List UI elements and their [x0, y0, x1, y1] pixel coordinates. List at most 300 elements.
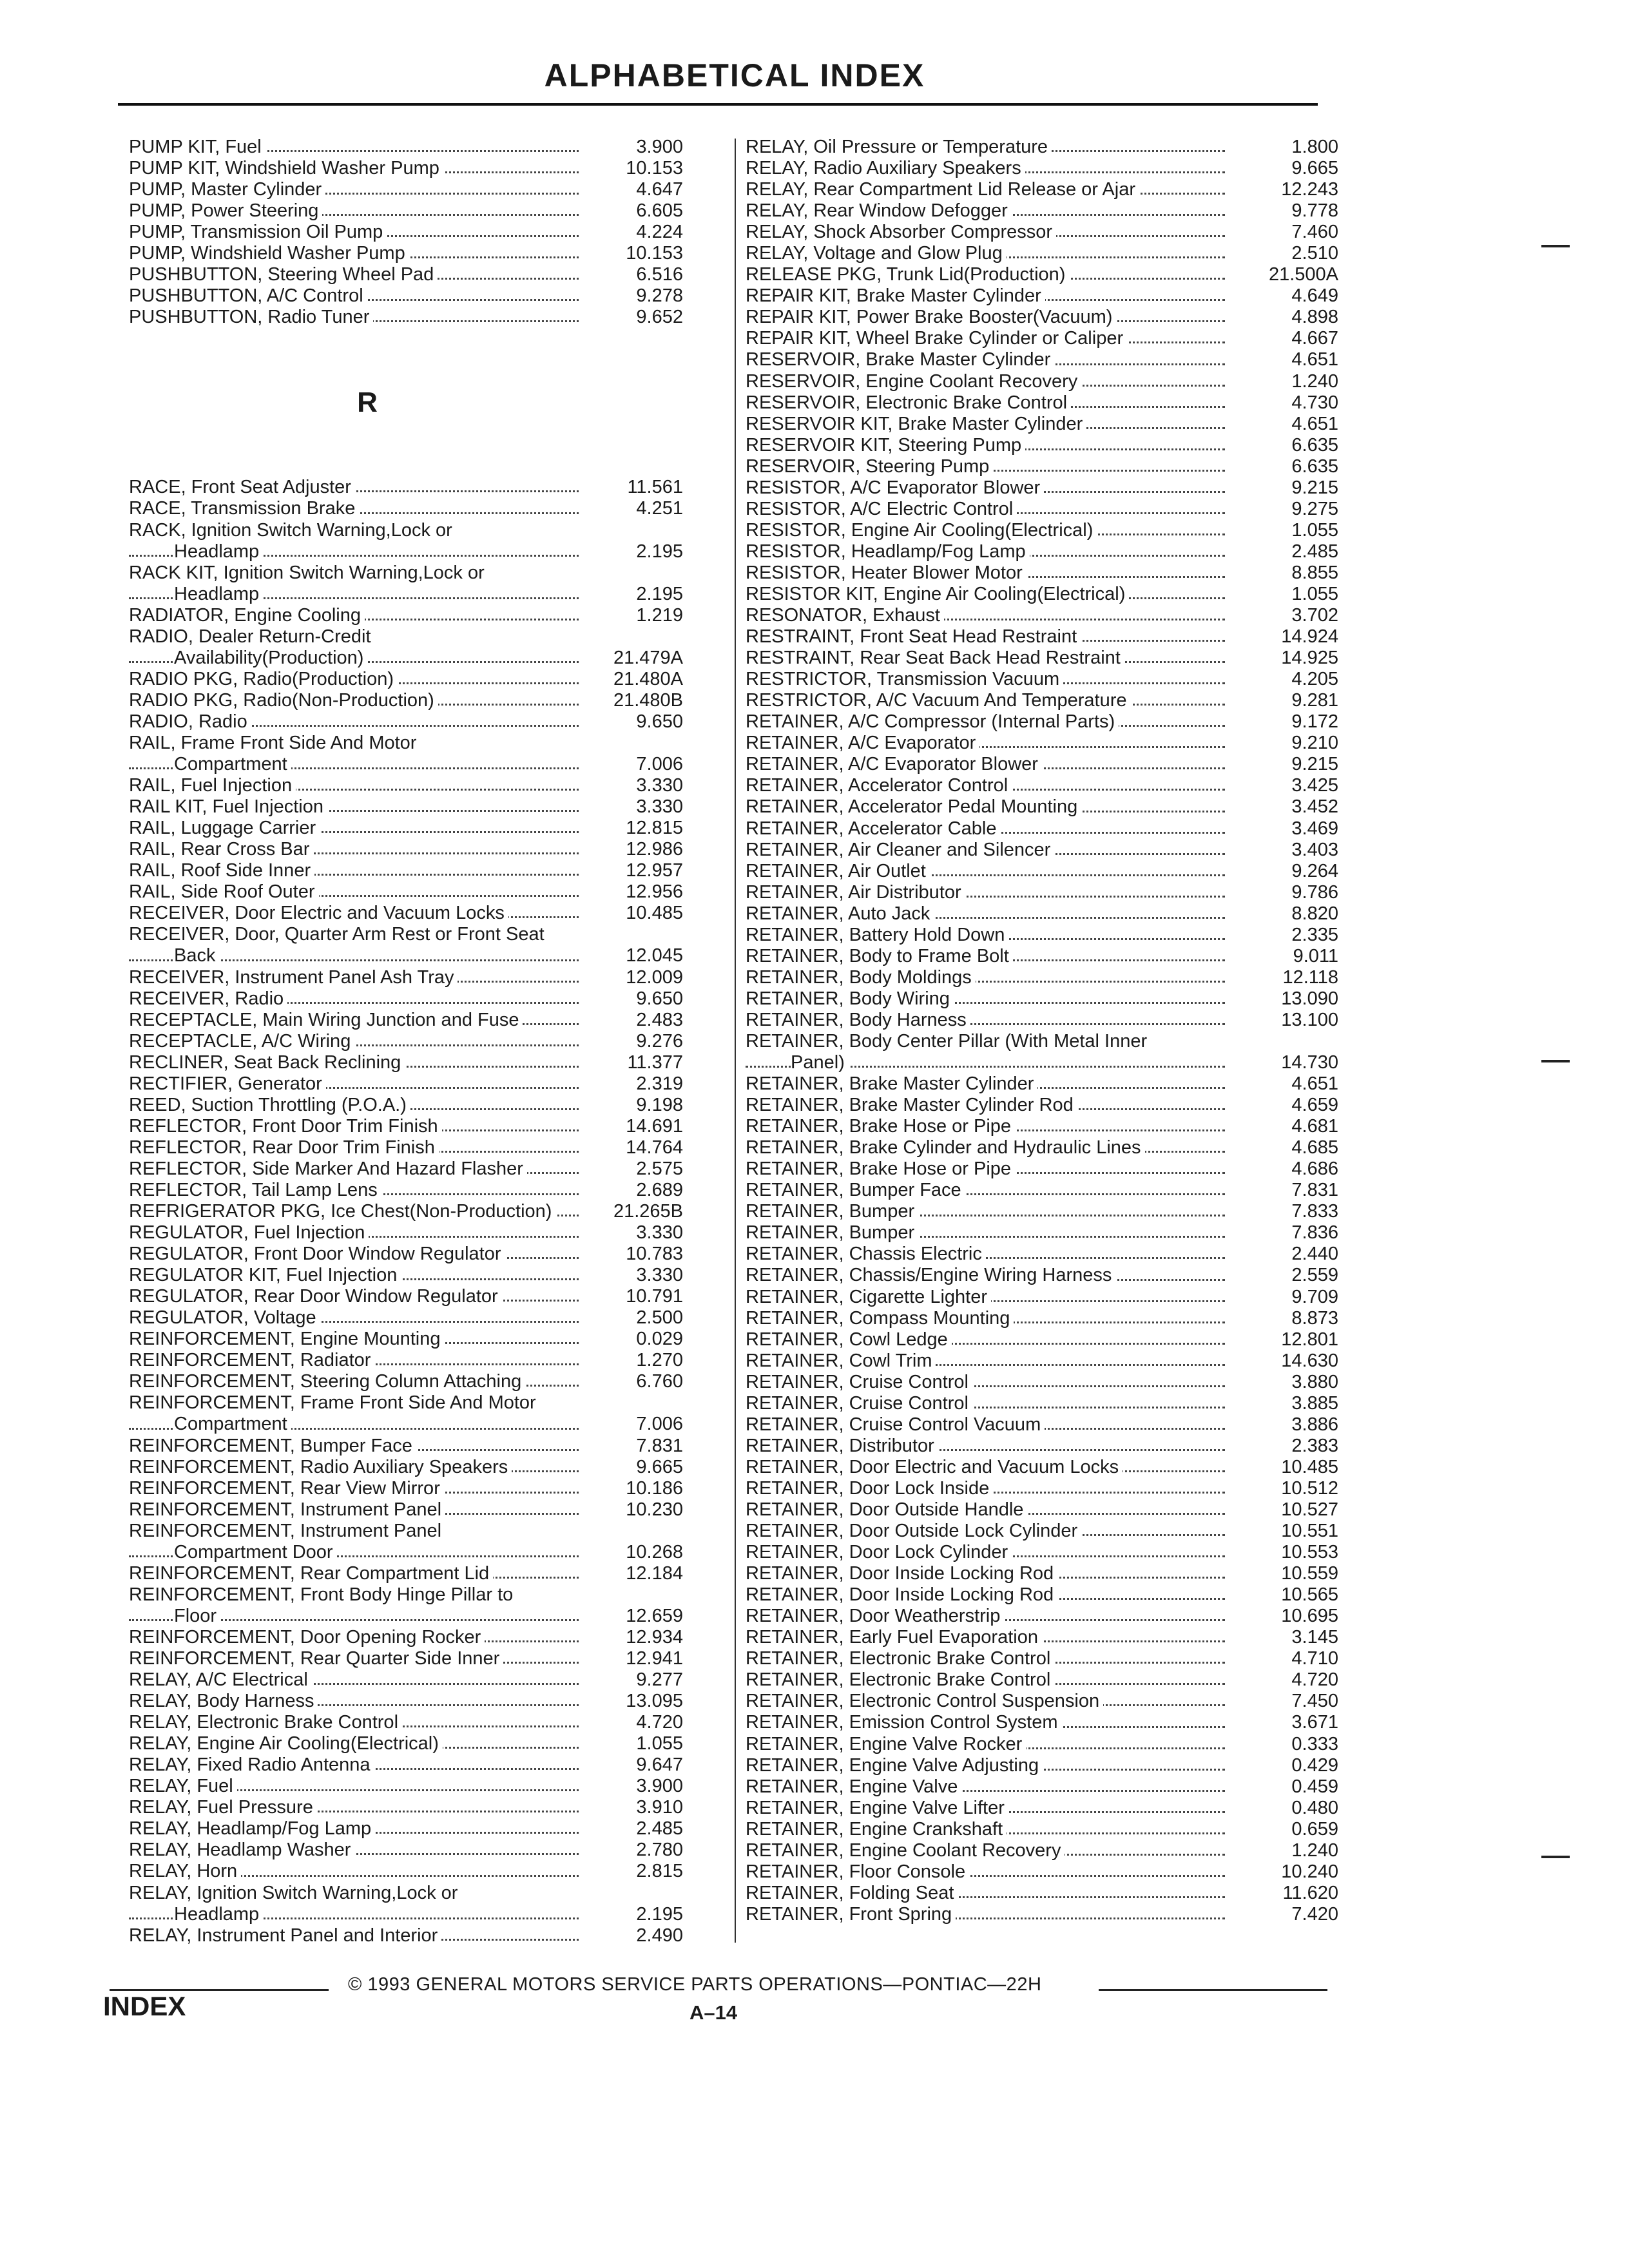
entry-reference: 1.219 — [586, 605, 683, 626]
entry-name: PUMP KIT, Windshield Washer Pump — [129, 158, 443, 178]
entry-name: Availability(Production) — [174, 648, 367, 668]
index-entry — [129, 222, 683, 243]
entry-reference: 7.006 — [586, 1414, 683, 1435]
index-entry — [129, 1733, 683, 1754]
entry-name: RETAINER, Chassis Electric — [746, 1244, 986, 1264]
index-entry — [129, 243, 683, 264]
index-entry — [746, 1372, 1338, 1393]
entry-reference: 21.265B — [586, 1201, 683, 1222]
entry-reference: 4.651 — [1242, 349, 1338, 370]
entry-name: RAIL KIT, Fuel Injection — [129, 796, 327, 817]
index-entry — [129, 903, 683, 924]
entry-name: RESERVOIR, Electronic Brake Control — [746, 392, 1071, 413]
entry-reference: 7.450 — [1242, 1691, 1338, 1712]
index-entry — [129, 1307, 683, 1329]
index-entry — [129, 1010, 683, 1031]
index-entry — [746, 861, 1338, 882]
index-entry — [746, 1222, 1338, 1244]
entry-name: RELAY, Electronic Brake Control — [129, 1712, 402, 1733]
entry-name: REINFORCEMENT, Bumper Face — [129, 1436, 416, 1456]
entry-name: RETAINER, Door Electric and Vacuum Locks — [746, 1457, 1123, 1477]
entry-name: RESTRICTOR, A/C Vacuum And Temperature — [746, 690, 1131, 711]
entry-reference: 3.885 — [1242, 1393, 1338, 1414]
entry-reference: 10.230 — [586, 1499, 683, 1521]
entry-name: RETAINER, Battery Hold Down — [746, 925, 1008, 945]
index-entry — [746, 1499, 1338, 1521]
entry-name: RETAINER, Auto Jack — [746, 903, 934, 924]
entry-reference: 4.667 — [1242, 328, 1338, 349]
entry-reference: 6.760 — [586, 1371, 683, 1392]
entry-reference: 13.095 — [586, 1691, 683, 1712]
index-entry — [746, 1861, 1338, 1883]
entry-reference: 0.029 — [586, 1329, 683, 1350]
index-entry — [129, 1648, 683, 1669]
entry-reference: 4.647 — [586, 179, 683, 200]
entry-reference: 6.635 — [1242, 456, 1338, 477]
entry-reference: 2.780 — [586, 1840, 683, 1861]
entry-reference: 4.649 — [1242, 285, 1338, 307]
entry-name: RECEPTACLE, A/C Wiring — [129, 1031, 354, 1052]
entry-name: RETAINER, Air Outlet — [746, 861, 930, 881]
index-entry — [746, 1393, 1338, 1414]
entry-name: RETAINER, Electronic Brake Control — [746, 1669, 1054, 1690]
entry-reference: 10.153 — [586, 243, 683, 264]
entry-reference: 4.651 — [1242, 414, 1338, 435]
entry-name: RESTRAINT, Rear Seat Back Head Restraint — [746, 648, 1124, 668]
page-title: ALPHABETICAL INDEX — [544, 57, 925, 93]
index-entry — [746, 925, 1338, 946]
index-entry — [129, 1521, 683, 1542]
entry-reference: 12.986 — [586, 839, 683, 860]
entry-reference: 2.335 — [1242, 925, 1338, 946]
entry-name: RESISTOR KIT, Engine Air Cooling(Electrical) — [746, 584, 1129, 604]
entry-reference: 21.480B — [586, 690, 683, 711]
index-entry — [746, 1606, 1338, 1627]
index-entry — [129, 1180, 683, 1201]
index-entry-continuation — [129, 648, 683, 669]
entry-name: RETAINER, Air Cleaner and Silencer — [746, 840, 1054, 860]
entry-name: PUSHBUTTON, Steering Wheel Pad — [129, 264, 438, 285]
entry-reference: 10.565 — [1242, 1584, 1338, 1606]
entry-name: PUMP KIT, Fuel — [129, 137, 265, 157]
index-entry-continuation — [129, 1606, 683, 1627]
entry-reference: 9.647 — [586, 1754, 683, 1776]
entry-reference: 12.045 — [586, 945, 683, 966]
entry-reference: 9.709 — [1242, 1287, 1338, 1308]
index-entry-continuation — [129, 1904, 683, 1925]
entry-name: REED, Suction Throttling (P.O.A.) — [129, 1095, 410, 1115]
index-entry — [746, 754, 1338, 775]
index-entry — [746, 1712, 1338, 1733]
index-entry — [746, 1180, 1338, 1201]
index-entry — [129, 1797, 683, 1818]
entry-reference: 4.659 — [1242, 1095, 1338, 1116]
entry-name: RELAY, Radio Auxiliary Speakers — [746, 158, 1025, 178]
entry-reference: 2.195 — [586, 584, 683, 605]
index-entry — [129, 1861, 683, 1882]
entry-name: RETAINER, Door Lock Cylinder — [746, 1542, 1012, 1562]
entry-reference: 2.575 — [586, 1158, 683, 1180]
entry-name: RADIO PKG, Radio(Production) — [129, 669, 398, 689]
entry-name: RELAY, Rear Window Defogger — [746, 200, 1012, 221]
index-entry — [746, 988, 1338, 1010]
index-entry — [746, 1158, 1338, 1180]
entry-reference: 10.551 — [1242, 1521, 1338, 1542]
index-entry — [746, 669, 1338, 690]
index-entry — [746, 456, 1338, 477]
entry-name: RECEPTACLE, Main Wiring Junction and Fuse — [129, 1010, 523, 1030]
index-entry — [746, 1244, 1338, 1265]
index-entry — [746, 1776, 1338, 1798]
entry-reference: 12.243 — [1242, 179, 1338, 200]
index-entry — [746, 882, 1338, 903]
index-entry — [746, 1414, 1338, 1436]
entry-name: REFLECTOR, Rear Door Trim Finish — [129, 1137, 439, 1158]
entry-name: REINFORCEMENT, Instrument Panel — [129, 1499, 445, 1520]
index-entry — [746, 222, 1338, 243]
index-entry — [746, 1584, 1338, 1606]
index-entry — [129, 1457, 683, 1478]
entry-reference: 3.886 — [1242, 1414, 1338, 1436]
entry-name: RADIO, Radio — [129, 711, 251, 732]
entry-reference: 0.659 — [1242, 1819, 1338, 1840]
entry-reference: 8.820 — [1242, 903, 1338, 925]
entry-reference: 4.251 — [586, 498, 683, 519]
entry-name: RETAINER, Accelerator Control — [746, 775, 1012, 796]
entry-reference: 9.778 — [1242, 200, 1338, 222]
entry-reference: 3.330 — [586, 775, 683, 796]
entry-reference: 9.281 — [1242, 690, 1338, 711]
index-entry — [746, 840, 1338, 861]
index-entry — [129, 1201, 683, 1222]
index-entry — [129, 711, 683, 733]
entry-name: RETAINER, Bumper — [746, 1222, 918, 1243]
entry-name: RELAY, Rear Compartment Lid Release or Ajar — [746, 179, 1139, 200]
index-entry — [746, 562, 1338, 584]
entry-name: Compartment Door — [174, 1542, 337, 1562]
entry-name: REPAIR KIT, Wheel Brake Cylinder or Caliper — [746, 328, 1127, 349]
entry-name: RESISTOR, Headlamp/Fog Lamp — [746, 541, 1030, 562]
entry-reference: 1.240 — [1242, 1840, 1338, 1861]
entry-reference: 9.278 — [586, 285, 683, 307]
entry-name: RESERVOIR KIT, Brake Master Cylinder — [746, 414, 1086, 434]
index-entry — [129, 626, 683, 648]
entry-name: RETAINER, A/C Compressor (Internal Parts) — [746, 711, 1119, 732]
entry-reference: 1.270 — [586, 1350, 683, 1371]
index-entry — [746, 264, 1338, 285]
entry-reference: 2.485 — [586, 1818, 683, 1840]
entry-reference: 2.815 — [586, 1861, 683, 1882]
entry-reference: 3.403 — [1242, 840, 1338, 861]
entry-name: RETAINER, Folding Seat — [746, 1883, 958, 1903]
entry-name: RETAINER, Engine Crankshaft — [746, 1819, 1007, 1840]
entry-reference: 7.831 — [586, 1436, 683, 1457]
entry-reference: 2.485 — [1242, 541, 1338, 562]
entry-name: RACK, Ignition Switch Warning,Lock or — [129, 520, 456, 541]
entry-name: RELAY, Headlamp/Fog Lamp — [129, 1818, 375, 1839]
index-entry — [129, 1627, 683, 1648]
index-entry — [746, 690, 1338, 711]
index-entry — [746, 1648, 1338, 1669]
entry-reference: 9.215 — [1242, 477, 1338, 499]
index-entry — [746, 1116, 1338, 1137]
entry-name: RELAY, Body Harness — [129, 1691, 318, 1711]
entry-name: REINFORCEMENT, Frame Front Side And Motor — [129, 1392, 540, 1413]
index-entry — [746, 1287, 1338, 1308]
entry-reference: 2.195 — [586, 1904, 683, 1925]
entry-name: RADIO PKG, Radio(Non-Production) — [129, 690, 438, 711]
entry-name: PUSHBUTTON, A/C Control — [129, 285, 367, 306]
entry-name: RESISTOR, Engine Air Cooling(Electrical) — [746, 520, 1097, 541]
index-entry — [129, 1095, 683, 1116]
entry-name: PUMP, Master Cylinder — [129, 179, 325, 200]
index-entry — [129, 1563, 683, 1584]
entry-name: RETAINER, Brake Hose or Pipe — [746, 1116, 1015, 1137]
entry-name: RETAINER, Accelerator Cable — [746, 818, 1001, 839]
entry-reference: 12.956 — [586, 881, 683, 903]
index-entry — [129, 307, 683, 328]
entry-name: REINFORCEMENT, Rear View Mirror — [129, 1478, 444, 1499]
entry-name: RETAINER, Chassis/Engine Wiring Harness — [746, 1265, 1115, 1285]
index-entry — [129, 1691, 683, 1712]
entry-reference: 4.205 — [1242, 669, 1338, 690]
index-entry — [129, 1371, 683, 1392]
entry-reference: 10.553 — [1242, 1542, 1338, 1563]
entry-name: REINFORCEMENT, Radio Auxiliary Speakers — [129, 1457, 512, 1477]
entry-name: RESONATOR, Exhaust — [746, 605, 944, 626]
index-entry — [129, 1754, 683, 1776]
index-entry — [129, 498, 683, 519]
entry-name: PUSHBUTTON, Radio Tuner — [129, 307, 373, 327]
entry-reference: 9.665 — [1242, 158, 1338, 179]
entry-reference: 10.186 — [586, 1478, 683, 1499]
entry-reference: 12.815 — [586, 818, 683, 839]
entry-reference: 11.377 — [586, 1052, 683, 1073]
entry-name: RACK KIT, Ignition Switch Warning,Lock or — [129, 562, 488, 583]
index-entry — [746, 605, 1338, 626]
entry-reference: 14.630 — [1242, 1350, 1338, 1372]
footer-rule — [1099, 1989, 1327, 1991]
entry-name: RETAINER, Door Outside Lock Cylinder — [746, 1521, 1081, 1541]
index-entry — [746, 520, 1338, 541]
entry-name: RETAINER, Engine Valve Rocker — [746, 1734, 1026, 1754]
index-entry — [129, 690, 683, 711]
entry-reference: 3.671 — [1242, 1712, 1338, 1733]
entry-name: Back — [174, 945, 219, 966]
index-entry — [129, 1073, 683, 1095]
entry-name: RESISTOR, Heater Blower Motor — [746, 562, 1027, 583]
section-letter: R — [357, 387, 378, 419]
index-entry — [129, 605, 683, 626]
index-entry — [746, 584, 1338, 605]
index-entry — [129, 1158, 683, 1180]
index-entry — [129, 1286, 683, 1307]
entry-name: RETAINER, Brake Master Cylinder Rod — [746, 1095, 1077, 1115]
entry-name: RETAINER, Early Fuel Evaporation — [746, 1627, 1042, 1648]
entry-name: RESISTOR, A/C Evaporator Blower — [746, 477, 1044, 498]
index-entry — [129, 775, 683, 796]
entry-reference: 3.900 — [586, 137, 683, 158]
entry-reference: 4.685 — [1242, 1137, 1338, 1158]
entry-reference: 9.786 — [1242, 882, 1338, 903]
index-entry — [746, 1073, 1338, 1095]
margin-mark — [1541, 245, 1570, 247]
entry-reference: 14.924 — [1242, 626, 1338, 648]
entry-name: RETAINER, Engine Coolant Recovery — [746, 1840, 1065, 1861]
entry-name: RELAY, Horn — [129, 1861, 241, 1881]
index-entry — [746, 1819, 1338, 1840]
entry-reference: 6.635 — [1242, 435, 1338, 456]
index-entry — [129, 1436, 683, 1457]
entry-name: RETAINER, Door Inside Locking Rod — [746, 1584, 1057, 1605]
entry-name: REINFORCEMENT, Radiator — [129, 1350, 374, 1370]
entry-name: RECEIVER, Radio — [129, 988, 287, 1009]
entry-reference: 0.333 — [1242, 1734, 1338, 1755]
entry-reference: 10.559 — [1242, 1563, 1338, 1584]
entry-reference: 14.691 — [586, 1116, 683, 1137]
entry-name: REINFORCEMENT, Rear Quarter Side Inner — [129, 1648, 503, 1669]
entry-name: RACE, Transmission Brake — [129, 498, 359, 519]
entry-reference: 21.500A — [1242, 264, 1338, 285]
index-entry — [129, 1031, 683, 1052]
entry-name: RELAY, A/C Electrical — [129, 1669, 312, 1690]
entry-reference: 3.145 — [1242, 1627, 1338, 1648]
entry-name: RELAY, Voltage and Glow Plug — [746, 243, 1007, 264]
entry-name: RETAINER, Brake Master Cylinder — [746, 1073, 1037, 1094]
entry-name: RELAY, Instrument Panel and Interior — [129, 1925, 441, 1946]
index-entry — [129, 1883, 683, 1904]
index-entry — [746, 349, 1338, 370]
index-entry — [746, 733, 1338, 754]
index-entry — [129, 1776, 683, 1797]
entry-reference: 13.100 — [1242, 1010, 1338, 1031]
entry-reference: 3.702 — [1242, 605, 1338, 626]
index-entry — [129, 1818, 683, 1840]
entry-name: RETAINER, Emission Control System — [746, 1712, 1062, 1733]
index-entry-continuation — [129, 754, 683, 775]
entry-name: RAIL, Rear Cross Bar — [129, 839, 313, 860]
entry-name: RELAY, Ignition Switch Warning,Lock or — [129, 1883, 461, 1903]
index-entry — [129, 1052, 683, 1073]
column-divider — [735, 139, 736, 1943]
index-entry — [129, 1350, 683, 1371]
index-entry — [746, 1669, 1338, 1691]
entry-reference: 3.900 — [586, 1776, 683, 1797]
entry-reference: 7.420 — [1242, 1904, 1338, 1925]
entry-reference: 8.855 — [1242, 562, 1338, 584]
entry-name: REINFORCEMENT, Front Body Hinge Pillar to — [129, 1584, 517, 1605]
index-entry — [746, 1542, 1338, 1563]
footer-section-label: INDEX — [103, 1991, 186, 2021]
entry-reference: 3.452 — [1242, 796, 1338, 818]
entry-name: RECEIVER, Door, Quarter Arm Rest or Front Seat — [129, 924, 548, 945]
entry-name: REPAIR KIT, Brake Master Cylinder — [746, 285, 1045, 306]
entry-reference: 8.873 — [1242, 1308, 1338, 1329]
entry-name: REGULATOR, Fuel Injection — [129, 1222, 369, 1243]
entry-reference: 6.605 — [586, 200, 683, 222]
entry-reference: 12.659 — [586, 1606, 683, 1627]
entry-reference: 7.836 — [1242, 1222, 1338, 1244]
index-entry — [129, 839, 683, 860]
entry-reference: 9.215 — [1242, 754, 1338, 775]
entry-reference: 10.485 — [586, 903, 683, 924]
index-entry — [129, 733, 683, 754]
entry-name: RADIO, Dealer Return-Credit — [129, 626, 375, 647]
index-entry-continuation — [746, 1052, 1338, 1073]
entry-reference: 9.650 — [586, 988, 683, 1010]
entry-reference: 4.720 — [586, 1712, 683, 1733]
entry-name: RESERVOIR KIT, Steering Pump — [746, 435, 1025, 456]
entry-reference: 12.118 — [1242, 967, 1338, 988]
entry-reference: 3.330 — [586, 1222, 683, 1244]
entry-name: RELAY, Fuel — [129, 1776, 237, 1796]
index-entry — [746, 477, 1338, 499]
index-entry — [129, 1116, 683, 1137]
index-entry — [746, 775, 1338, 796]
entry-name: RELAY, Shock Absorber Compressor — [746, 222, 1056, 242]
index-entry — [129, 158, 683, 179]
entry-name: RETAINER, Engine Valve Adjusting — [746, 1755, 1043, 1776]
index-entry — [746, 1798, 1338, 1819]
entry-reference: 12.009 — [586, 967, 683, 988]
index-entry — [129, 137, 683, 158]
index-entry — [129, 264, 683, 285]
entry-reference: 21.479A — [586, 648, 683, 669]
entry-name: RETAINER, Front Spring — [746, 1904, 956, 1925]
entry-reference: 9.275 — [1242, 499, 1338, 520]
index-entry — [746, 435, 1338, 456]
entry-name: RETAINER, Cowl Ledge — [746, 1329, 952, 1350]
index-entry — [129, 1499, 683, 1521]
index-entry-continuation — [129, 1542, 683, 1563]
entry-name: RESERVOIR, Brake Master Cylinder — [746, 349, 1054, 370]
entry-name: RETAINER, Cowl Trim — [746, 1350, 936, 1371]
entry-name: RELAY, Headlamp Washer — [129, 1840, 354, 1860]
entry-reference: 10.153 — [586, 158, 683, 179]
entry-name: Compartment — [174, 1414, 291, 1434]
entry-name: RESTRAINT, Front Seat Head Restraint — [746, 626, 1081, 647]
index-entry — [746, 626, 1338, 648]
entry-reference: 9.011 — [1242, 946, 1338, 967]
entry-name: RAIL, Side Roof Outer — [129, 881, 319, 902]
entry-name: RETAINER, Engine Valve Lifter — [746, 1798, 1008, 1818]
index-entry — [129, 1137, 683, 1158]
entry-reference: 14.730 — [1242, 1052, 1338, 1073]
entry-name: Compartment — [174, 754, 291, 774]
entry-name: REINFORCEMENT, Door Opening Rocker — [129, 1627, 485, 1648]
entry-reference: 12.957 — [586, 860, 683, 881]
entry-reference: 14.925 — [1242, 648, 1338, 669]
index-entry — [129, 562, 683, 584]
entry-reference: 4.686 — [1242, 1158, 1338, 1180]
entry-name: RETAINER, Cruise Control — [746, 1372, 972, 1392]
entry-reference: 11.620 — [1242, 1883, 1338, 1904]
entry-name: REGULATOR, Front Door Window Regulator — [129, 1244, 505, 1264]
index-entry — [129, 881, 683, 903]
entry-name: RETAINER, Cruise Control Vacuum — [746, 1414, 1045, 1435]
index-entry — [746, 1755, 1338, 1776]
index-column-left — [129, 137, 683, 1946]
entry-name: REFRIGERATOR PKG, Ice Chest(Non-Production) — [129, 1201, 555, 1222]
entry-name: RETAINER, Body Center Pillar (With Metal Inner — [746, 1031, 1151, 1052]
index-entry — [746, 307, 1338, 328]
entry-reference: 4.681 — [1242, 1116, 1338, 1137]
entry-name: PUMP, Power Steering — [129, 200, 322, 221]
index-entry — [746, 946, 1338, 967]
entry-reference: 9.652 — [586, 307, 683, 328]
entry-name: RAIL, Luggage Carrier — [129, 818, 320, 838]
entry-reference: 11.561 — [586, 477, 683, 498]
